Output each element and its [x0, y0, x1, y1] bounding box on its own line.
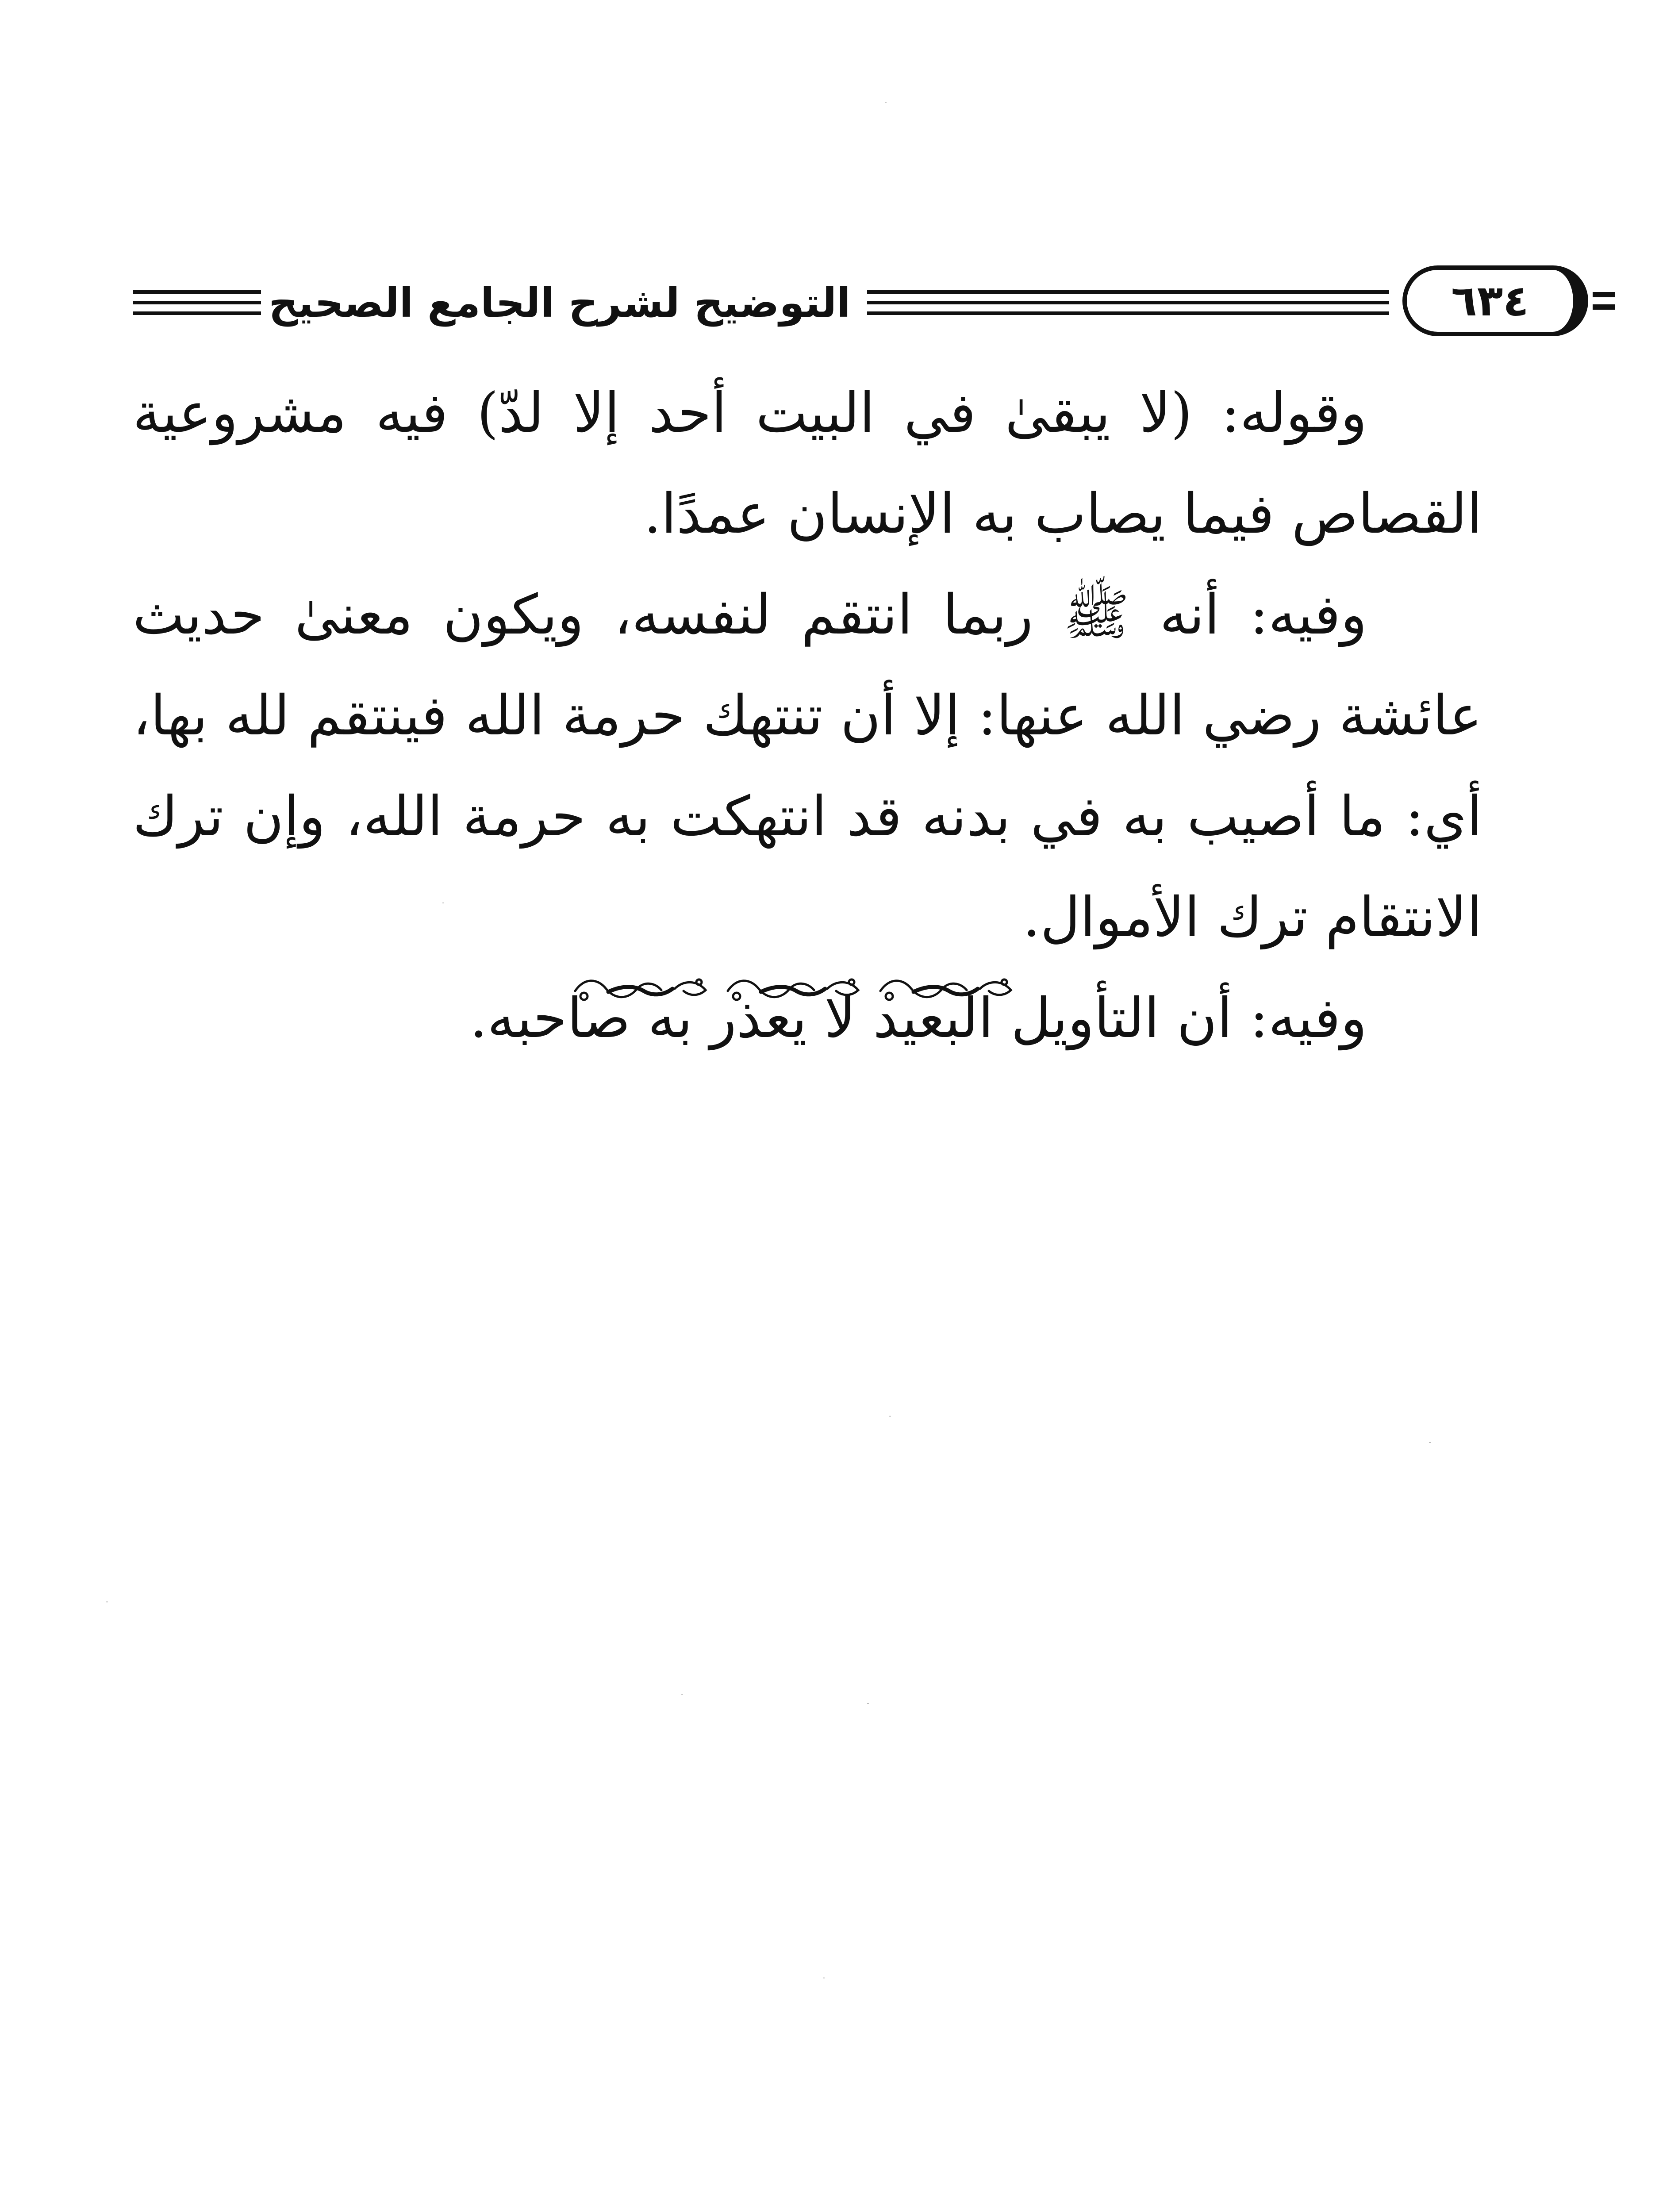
running-header	[133, 248, 1529, 354]
header-rule-left	[133, 290, 261, 317]
header-rule-middle	[867, 290, 1389, 317]
scan-speck	[885, 102, 887, 103]
section-divider-ornament	[566, 969, 1026, 1009]
page-number: ٦٣٤	[1402, 265, 1588, 336]
scan-speck	[889, 1416, 891, 1417]
paragraph: وفيه: أن التأويل البعيد لا يعذر به صاحبه.	[469, 987, 1367, 1050]
page-body	[133, 363, 1482, 1069]
scan-speck	[867, 1703, 869, 1704]
scan-speck	[106, 1601, 108, 1602]
paragraph: وقوله: (لا يبقىٰ في البيت أحد إلا لدّ) فيه مشروعية القصاص فيما يصاب به الإنسان عمدًا.	[133, 381, 1482, 546]
book-title: التوضيح لشرح الجامع الصحيح	[269, 279, 851, 326]
scan-speck	[442, 902, 444, 903]
scan-speck	[1429, 1442, 1431, 1443]
paragraph: وفيه: أنه ﷺ ربما انتقم لنفسه، ويكون معنىٰ حديث عائشة رضي الله عنها: إلا أن تنتهك حرمة الله فينتقم لله بها، أي: ما أصيب به في بدنه قد انتهكت به حرمة الله، وإن ترك الانتقام ترك الأموال.	[133, 583, 1482, 949]
header-rule-right	[1593, 292, 1615, 297]
header-rule-right	[1593, 304, 1615, 310]
scan-speck	[681, 1694, 683, 1695]
